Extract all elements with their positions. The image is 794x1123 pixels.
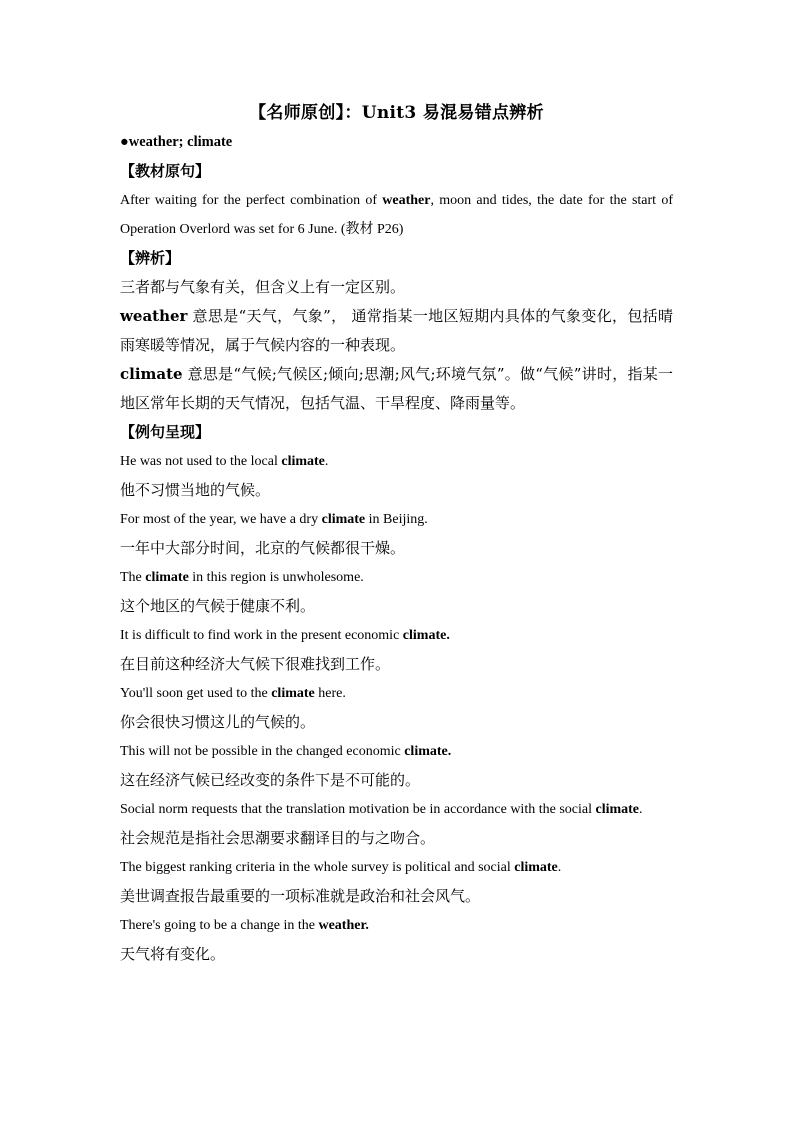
example-item <box>120 737 673 795</box>
example-item <box>120 447 673 505</box>
topic-line <box>120 128 673 157</box>
example-english <box>120 679 673 708</box>
example-keyword: climate <box>321 512 366 527</box>
example-list <box>120 447 673 969</box>
analysis-heading: 【辨析】 <box>120 249 181 267</box>
example-english <box>120 795 673 824</box>
example-keyword: climate. <box>402 628 450 643</box>
example-keyword: climate <box>514 860 558 875</box>
example-item <box>120 853 673 911</box>
example-before: It is difficult to find work in the present economic <box>120 628 403 643</box>
example-item <box>120 795 673 853</box>
example-item <box>120 505 673 563</box>
example-before: Social norm requests that the translation motivation be in accordance with the social <box>120 802 596 817</box>
example-keyword: climate <box>595 802 640 817</box>
example-after: . <box>324 454 329 469</box>
textbook-sentence-before: After waiting for the perfect combination of <box>120 193 383 208</box>
analysis-weather-text: 意思是“天气，气象”， 通常指某一地区短期内具体的气象变化，包括晴雨寒暖等情况，属于气候内容的一种表现。 <box>120 307 673 354</box>
example-chinese: 他不习惯当地的气候。 <box>120 481 271 499</box>
example-before: For most of the year, we have a dry <box>120 512 322 527</box>
example-chinese: 天气将有变化。 <box>120 945 226 963</box>
example-item <box>120 621 673 679</box>
example-english <box>120 853 673 882</box>
example-english <box>120 563 673 592</box>
example-before: This will not be possible in the changed economic <box>120 744 405 759</box>
example-before: The <box>120 570 146 585</box>
textbook-sentence <box>120 186 673 244</box>
example-after: here. <box>314 686 346 701</box>
example-after: . <box>557 860 562 875</box>
analysis-climate <box>120 360 673 418</box>
example-chinese: 社会规范是指社会思潮要求翻译目的与之吻合。 <box>120 829 436 847</box>
analysis-intro: 三者都与气象有关，但含义上有一定区别。 <box>120 278 406 296</box>
analysis-climate-text: 意思是“气候;气候区;倾向;思潮;风气;环境气氛”。做“气候”讲时，指某一地区常年长期的天气情况，包括气温、干旱程度、降雨量等。 <box>120 365 673 412</box>
example-english <box>120 505 673 534</box>
example-keyword: climate. <box>404 744 452 759</box>
examples-heading: 【例句呈现】 <box>120 423 211 441</box>
example-item <box>120 679 673 737</box>
analysis-climate-term: climate <box>120 365 183 383</box>
example-english <box>120 447 673 476</box>
example-english <box>120 621 673 650</box>
example-after: in Beijing. <box>365 512 428 527</box>
example-after: in this region is unwholesome. <box>188 570 364 585</box>
example-chinese: 这个地区的气候于健康不利。 <box>120 597 316 615</box>
example-before: The biggest ranking criteria in the whole survey is political and social <box>120 860 515 875</box>
document-content <box>120 100 673 969</box>
example-keyword: climate <box>281 454 325 469</box>
example-chinese: 这在经济气候已经改变的条件下是不可能的。 <box>120 771 421 789</box>
textbook-sentence-heading: 【教材原句】 <box>120 162 211 180</box>
example-before: There's going to be a change in the <box>120 918 319 933</box>
example-after: . <box>639 802 643 817</box>
example-before: He was not used to the local <box>120 454 282 469</box>
example-keyword: climate <box>145 570 189 585</box>
example-chinese: 你会很快习惯这儿的气候的。 <box>120 713 316 731</box>
example-chinese: 美世调查报告最重要的一项标准就是政治和社会风气。 <box>120 887 481 905</box>
topic-words: weather; climate <box>128 134 233 150</box>
example-english <box>120 911 673 940</box>
example-before: You'll soon get used to the <box>120 686 272 701</box>
bullet-icon: ● <box>120 134 129 150</box>
example-keyword: weather. <box>318 918 369 933</box>
textbook-sentence-after: , moon and tides, the date for the start of Operation Overlord was set for 6 June. (教材 P26) <box>120 193 673 237</box>
example-item <box>120 563 673 621</box>
example-keyword: climate <box>271 686 315 701</box>
analysis-weather-term: weather <box>120 307 188 325</box>
example-chinese: 一年中大部分时间，北京的气候都很干燥。 <box>120 539 406 557</box>
example-chinese: 在目前这种经济大气候下很难找到工作。 <box>120 655 391 673</box>
analysis-weather <box>120 302 673 360</box>
document-title: 【名师原创】：Unit3 易混易错点辨析 <box>249 103 544 123</box>
textbook-sentence-keyword: weather <box>382 193 431 208</box>
example-english <box>120 737 673 766</box>
example-item <box>120 911 673 969</box>
